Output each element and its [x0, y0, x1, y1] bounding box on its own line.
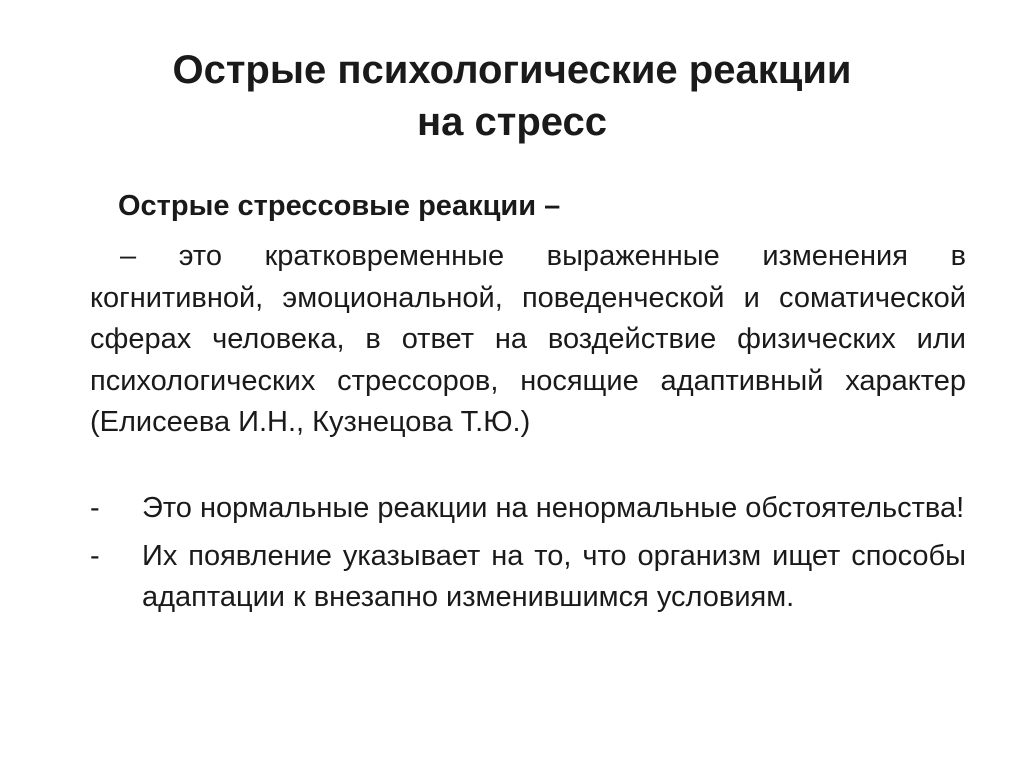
bullet-text: Их появление указывает на то, что организм ищет способы адаптации к внезапно изменившимся условиям.	[142, 539, 966, 613]
bullet-marker: -	[90, 492, 100, 524]
bullet-marker: -	[90, 539, 100, 572]
subheading: Острые стрессовые реакции –	[118, 190, 561, 222]
slide-title	[0, 44, 1024, 148]
bullet-text: Это нормальные реакции на ненормальные обстоятельства!	[142, 492, 965, 524]
slide-title-line-2: на стресс	[417, 100, 607, 144]
bullet-list	[90, 488, 966, 625]
definition-text: – это кратковременные выраженные изменения в когнитивной, эмоциональной, поведенческой и соматической сферах человека, в ответ на воздействие физических или психологических стрессоров, носящие адаптивный характер (Елисеева И.Н., Кузнецова Т.Ю.)	[90, 240, 966, 438]
slide-title-line-1: Острые психологические реакции	[172, 48, 852, 92]
bullet-item-2	[90, 536, 966, 619]
bullet-item-1	[90, 488, 966, 530]
